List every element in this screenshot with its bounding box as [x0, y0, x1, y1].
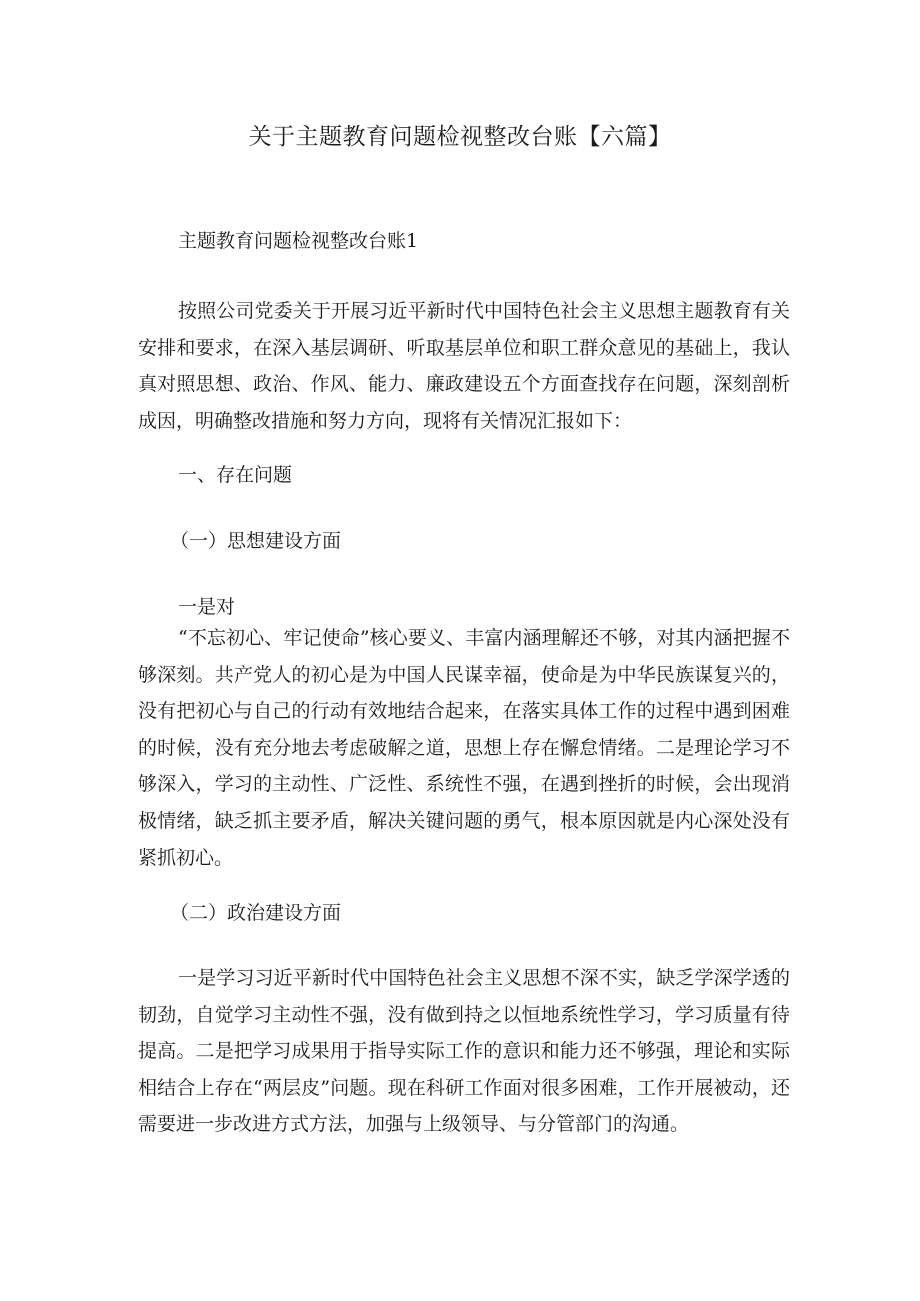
section-heading: 一、存在问题: [178, 464, 293, 486]
subsection-heading-politics: （二）政治建设方面: [170, 902, 342, 924]
subsection-heading-thought: （一）思想建设方面: [170, 530, 342, 552]
political-construction-paragraph: 一是学习习近平新时代中国特色社会主义思想不深不实，缺乏学深学透的韧劲，自觉学习主动性不强，没有做到持之以恒地系统性学习，学习质量有待提高。二是把学习成果用于指导实际工作的意识和能力还不够强，理论和实际相结合上存在“两层皮”问题。现在科研工作面对很多困难，工作开展被动，还需要进一步改进方式方法，加强与上级领导、与分管部门的沟通。: [138, 967, 790, 1136]
intro-paragraph: 按照公司党委关于开展习近平新时代中国特色社会主义思想主题教育有关安排和要求，在深入基层调研、听取基层单位和职工群众意见的基础上，我认真对照思想、政治、作风、能力、廉政建设五个方面查找存在问题，深刻剖析成因，明确整改措施和努力方向，现将有关情况汇报如下：: [138, 300, 790, 432]
thought-construction-paragraph: “不忘初心、牢记使命”核心要义、丰富内涵理解还不够，对其内涵把握不够深刻。共产党人的初心是为中国人民谋幸福，使命是为中华民族谋复兴的，没有把初心与自己的行动有效地结合起来，在落实具体工作的过程中遇到困难的时候，没有充分地去考虑破解之道，思想上存在懈怠情绪。二是理论学习不够深入，学习的主动性、广泛性、系统性不强，在遇到挫折的时候，会出现消极情绪，缺乏抓主要矛盾，解决关键问题的勇气，根本原因就是内心深处没有紧抓初心。: [138, 627, 790, 869]
document-title: 关于主题教育问题检视整改台账【六篇】: [248, 124, 672, 150]
paragraph-lead: 一是对: [178, 596, 236, 618]
document-subtitle: 主题教育问题检视整改台账1: [178, 230, 419, 252]
